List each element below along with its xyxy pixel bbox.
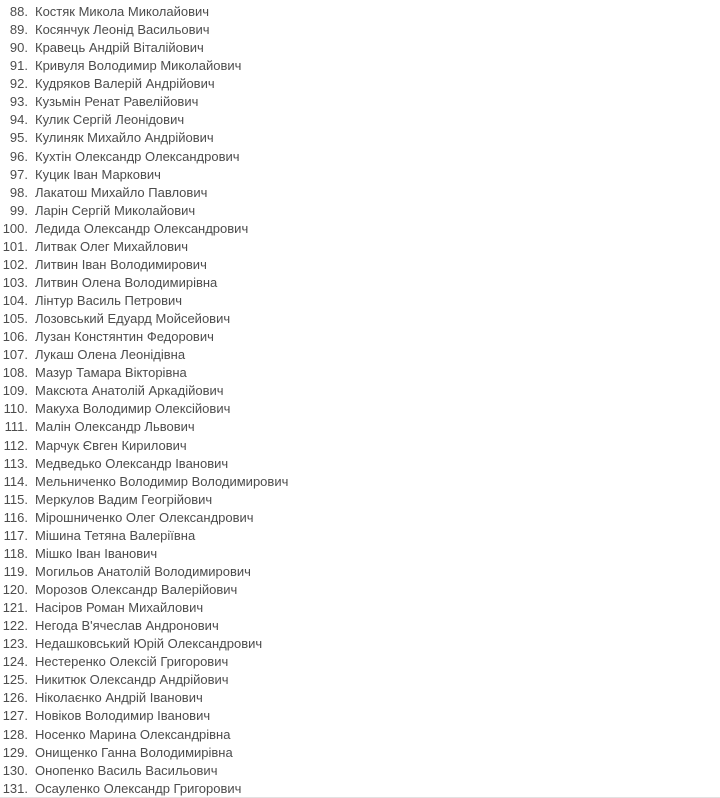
item-number: 114. bbox=[3, 473, 28, 489]
item-number: 124. bbox=[2, 654, 28, 670]
item-name: Кухтін Олександр Олександрович bbox=[35, 148, 240, 164]
item-number: 118. bbox=[3, 545, 28, 561]
item-name: Мельниченко Володимир Володимирович bbox=[35, 473, 289, 489]
list-item bbox=[0, 111, 720, 129]
item-name: Лозовський Едуард Мойсейович bbox=[35, 311, 231, 327]
list-item bbox=[0, 346, 720, 364]
item-name: Мазур Тамара Вікторівна bbox=[35, 365, 187, 381]
item-name: Никитюк Олександр Андрійович bbox=[35, 672, 229, 688]
list-item bbox=[0, 455, 720, 473]
list-item bbox=[0, 762, 720, 780]
list-item bbox=[0, 473, 720, 491]
item-number: 105. bbox=[2, 311, 28, 327]
list-item bbox=[0, 292, 720, 310]
item-number: 127. bbox=[2, 708, 28, 724]
item-number: 94. bbox=[9, 112, 28, 128]
item-number: 104. bbox=[2, 293, 28, 308]
item-number: 119. bbox=[3, 563, 28, 579]
item-name: Мірошниченко Олег Олександрович bbox=[35, 509, 254, 525]
item-name: Лакатош Михайло Павлович bbox=[35, 184, 208, 200]
item-number: 103. bbox=[2, 274, 28, 290]
list-item bbox=[0, 93, 720, 111]
list-item bbox=[0, 148, 720, 166]
item-name: Куцик Іван Маркович bbox=[35, 166, 161, 182]
list-item bbox=[0, 3, 720, 21]
item-name: Литвак Олег Михайлович bbox=[35, 238, 189, 254]
list-item bbox=[0, 780, 720, 798]
item-number: 110. bbox=[3, 401, 28, 417]
list-item bbox=[0, 581, 720, 599]
item-name: Негода В'ячеслав Андронович bbox=[35, 618, 219, 634]
item-name: Нестеренко Олексій Григорович bbox=[35, 654, 229, 670]
list-item bbox=[0, 527, 720, 545]
item-number: 111. bbox=[4, 419, 28, 435]
item-number: 102. bbox=[2, 256, 28, 272]
item-name: Онищенко Ганна Володимирівна bbox=[35, 744, 233, 760]
item-name: Литвин Олена Володимирівна bbox=[35, 274, 218, 290]
item-name: Недашковський Юрій Олександрович bbox=[35, 636, 263, 652]
item-name: Носенко Марина Олександрівна bbox=[35, 726, 231, 742]
item-name: Ніколаєнко Андрій Іванович bbox=[35, 690, 203, 706]
item-name: Лузан Констянтин Федорович bbox=[35, 329, 214, 345]
list-item bbox=[0, 220, 720, 238]
item-number: 96. bbox=[9, 148, 28, 164]
list-item bbox=[0, 382, 720, 400]
item-number: 113. bbox=[3, 455, 28, 471]
list-item bbox=[0, 671, 720, 689]
item-number: 91. bbox=[9, 58, 28, 74]
item-number: 115. bbox=[3, 491, 28, 507]
list-item bbox=[0, 202, 720, 220]
item-number: 129. bbox=[2, 744, 28, 760]
item-number: 120. bbox=[2, 582, 28, 597]
item-number: 106. bbox=[2, 329, 28, 345]
list-item bbox=[0, 328, 720, 346]
item-name: Меркулов Вадим Геогрійович bbox=[35, 491, 213, 507]
item-number: 121. bbox=[2, 600, 28, 616]
item-name: Макуха Володимир Олексійович bbox=[35, 401, 231, 417]
item-number: 116. bbox=[3, 509, 28, 525]
item-number: 125. bbox=[2, 672, 28, 688]
item-number: 128. bbox=[2, 726, 28, 742]
item-name: Кулик Сергій Леонідович bbox=[35, 112, 185, 128]
item-number: 93. bbox=[9, 94, 28, 110]
item-number: 88. bbox=[9, 4, 28, 19]
item-number: 126. bbox=[2, 690, 28, 706]
item-number: 90. bbox=[9, 40, 28, 56]
list-item bbox=[0, 617, 720, 635]
item-name: Костяк Микола Миколайович bbox=[35, 4, 210, 19]
item-name: Ларін Сергій Миколайович bbox=[35, 202, 196, 218]
list-item bbox=[0, 274, 720, 292]
item-name: Мішина Тетяна Валеріївна bbox=[35, 527, 196, 543]
item-name: Осауленко Олександр Григорович bbox=[35, 780, 242, 796]
list-item bbox=[0, 400, 720, 418]
item-name: Кузьмін Ренат Равелійович bbox=[35, 94, 199, 110]
list-item bbox=[0, 166, 720, 184]
list-item bbox=[0, 491, 720, 509]
item-name: Косянчук Леонід Васильович bbox=[35, 22, 210, 38]
item-number: 112. bbox=[3, 437, 28, 453]
list-item bbox=[0, 418, 720, 436]
item-number: 131. bbox=[2, 780, 28, 796]
list-item bbox=[0, 256, 720, 274]
item-name: Кривуля Володимир Миколайович bbox=[35, 58, 242, 74]
item-name: Онопенко Василь Васильович bbox=[35, 762, 218, 778]
item-name: Лінтур Василь Петрович bbox=[35, 293, 183, 308]
item-number: 123. bbox=[2, 636, 28, 652]
item-name: Могильов Анатолій Володимирович bbox=[35, 563, 251, 579]
list-item bbox=[0, 653, 720, 671]
list-item bbox=[0, 129, 720, 147]
list-item bbox=[0, 364, 720, 382]
item-number: 130. bbox=[2, 762, 28, 778]
item-number: 92. bbox=[9, 76, 28, 92]
item-number: 98. bbox=[9, 184, 28, 200]
list-item bbox=[0, 563, 720, 581]
item-name: Мішко Іван Іванович bbox=[35, 545, 158, 561]
list-item bbox=[0, 184, 720, 202]
item-name: Кравець Андрій Віталійович bbox=[35, 40, 204, 56]
item-number: 122. bbox=[2, 618, 28, 634]
list-item bbox=[0, 21, 720, 39]
list-item bbox=[0, 726, 720, 744]
item-name: Марчук Євген Кирилович bbox=[35, 437, 187, 453]
list-item bbox=[0, 238, 720, 256]
item-name: Литвин Іван Володимирович bbox=[35, 256, 207, 272]
item-number: 95. bbox=[9, 130, 28, 146]
item-name: Новіков Володимир Іванович bbox=[35, 708, 211, 724]
list-item bbox=[0, 437, 720, 455]
item-name: Малін Олександр Львович bbox=[35, 419, 195, 435]
list-item bbox=[0, 39, 720, 57]
item-name: Кулиняк Михайло Андрійович bbox=[35, 130, 214, 146]
list-item bbox=[0, 509, 720, 527]
item-number: 107. bbox=[2, 347, 28, 363]
item-number: 117. bbox=[3, 527, 28, 543]
item-number: 89. bbox=[9, 22, 28, 38]
item-name: Ледида Олександр Олександрович bbox=[35, 220, 249, 236]
list-item bbox=[0, 744, 720, 762]
item-number: 100. bbox=[2, 220, 28, 236]
list-item bbox=[0, 635, 720, 653]
item-number: 97. bbox=[9, 166, 28, 182]
item-number: 109. bbox=[2, 383, 28, 399]
list-item bbox=[0, 545, 720, 563]
item-name: Насіров Роман Михайлович bbox=[35, 600, 204, 616]
list-item bbox=[0, 599, 720, 617]
item-name: Лукаш Олена Леонідівна bbox=[35, 347, 186, 363]
item-name: Медведько Олександр Іванович bbox=[35, 455, 229, 471]
list-item bbox=[0, 310, 720, 328]
list-item bbox=[0, 57, 720, 75]
item-name: Кудряков Валерій Андрійович bbox=[35, 76, 215, 92]
item-number: 101. bbox=[2, 238, 28, 254]
list-item bbox=[0, 689, 720, 707]
item-name: Максюта Анатолій Аркадійович bbox=[35, 383, 224, 399]
list-item bbox=[0, 75, 720, 93]
item-number: 108. bbox=[2, 365, 28, 381]
list-item bbox=[0, 707, 720, 725]
item-name: Морозов Олександр Валерійович bbox=[35, 582, 238, 597]
item-number: 99. bbox=[9, 202, 28, 218]
